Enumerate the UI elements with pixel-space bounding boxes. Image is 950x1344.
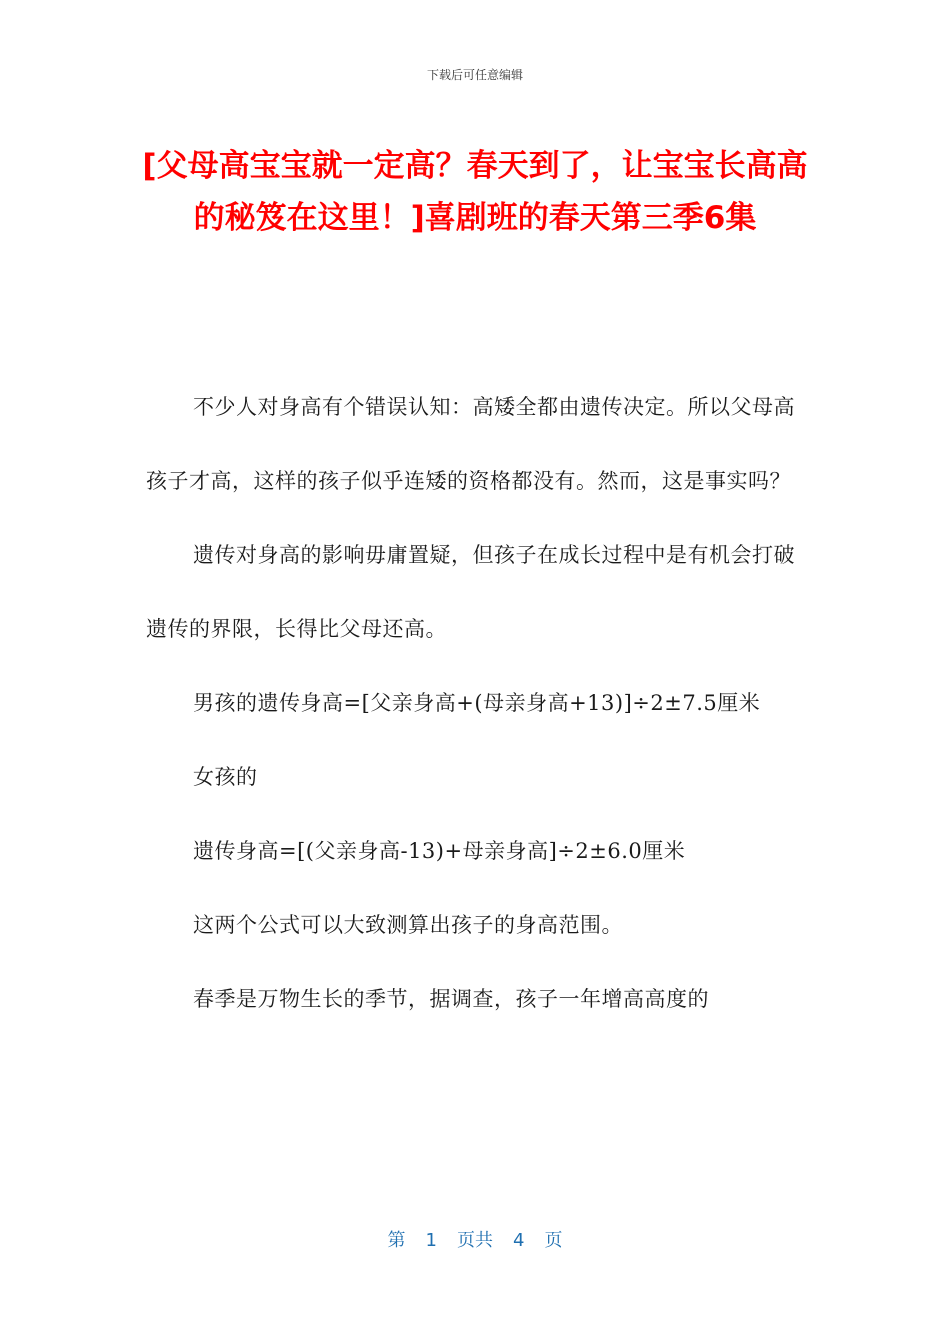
paragraph: 遗传身高=[(父亲身高-13)+母亲身高]÷2±6.0厘米 — [193, 839, 686, 863]
document-title: [父母高宝宝就一定高？春天到了，让宝宝长高高的秘笈在这里！]喜剧班的春天第三季6集 — [142, 148, 808, 236]
page-middle: 页共 — [457, 1230, 493, 1251]
page-suffix: 页 — [544, 1230, 563, 1251]
document-body — [146, 370, 806, 1036]
page-prefix: 第 — [387, 1230, 406, 1251]
paragraph: 男孩的遗传身高=[父亲身高+(母亲身高+13)]÷2±7.5厘米 — [193, 691, 761, 715]
paragraph: 这两个公式可以大致测算出孩子的身高范围。 — [193, 913, 623, 937]
paragraph: 春季是万物生长的季节，据调查，孩子一年增高高度的 — [193, 987, 709, 1011]
header-note: 下载后可任意编辑 — [426, 68, 523, 82]
page-total: 4 — [513, 1230, 525, 1251]
paragraph: 女孩的 — [193, 765, 258, 789]
page-number: 1 — [425, 1230, 437, 1251]
paragraph: 不少人对身高有个错误认知：高矮全都由遗传决定。所以父母高孩子才高，这样的孩子似乎连矮的资格都没有。然而，这是事实吗？ — [146, 395, 795, 493]
page-footer — [0, 1226, 950, 1252]
paragraph: 遗传对身高的影响毋庸置疑，但孩子在成长过程中是有机会打破遗传的界限，长得比父母还高。 — [146, 543, 795, 641]
